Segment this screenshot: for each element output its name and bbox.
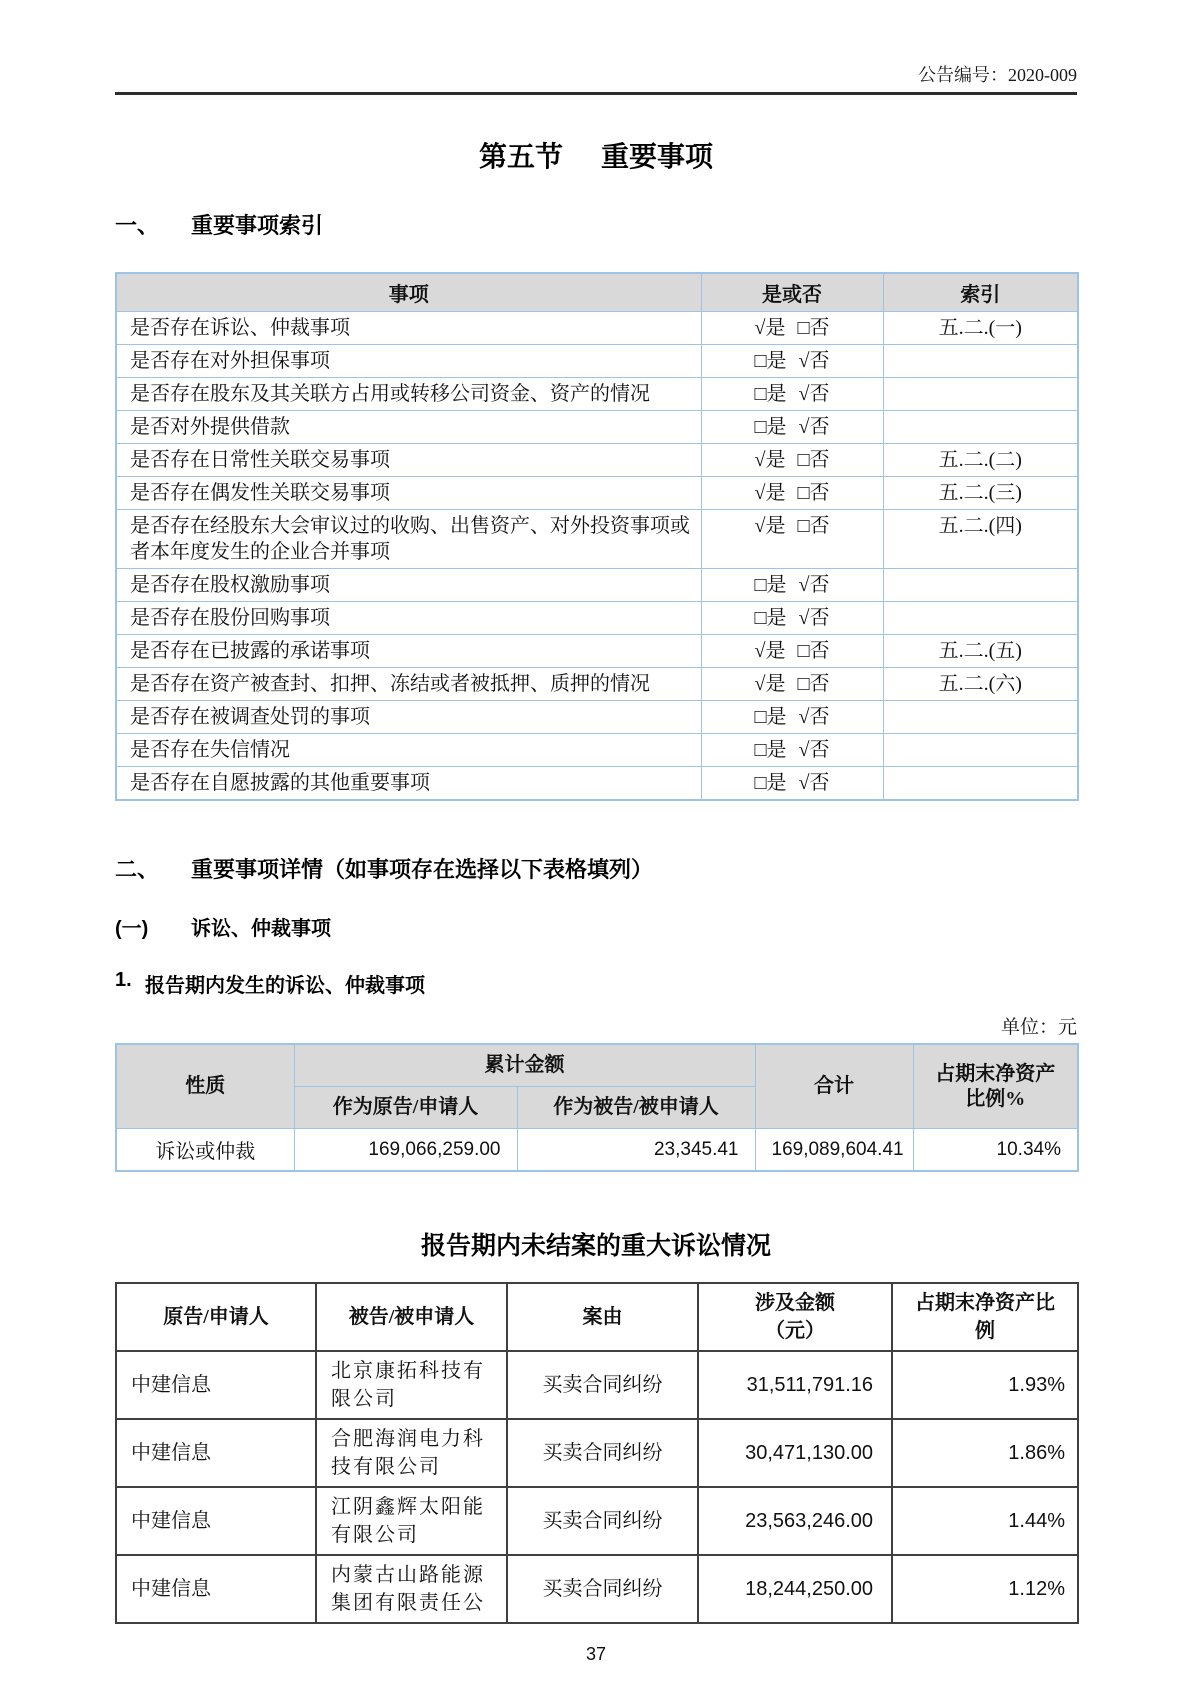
plaintiff-cell: 中建信息: [116, 1555, 316, 1623]
index-table-row: [116, 602, 1078, 635]
index-table-row: [116, 378, 1078, 411]
amount-cell: 23,563,246.00: [698, 1487, 892, 1555]
index-table-row: [116, 734, 1078, 767]
net-asset-ratio-line2: 比例%: [965, 1087, 1026, 1110]
matter-item-cell: 是否存在股权激励事项: [116, 569, 701, 602]
column-header-index: 索引: [883, 273, 1078, 312]
amount-cell: 18,244,250.00: [698, 1555, 892, 1623]
important-matters-index-table: [115, 272, 1079, 801]
yes-no-cell: √是 □否: [701, 510, 883, 569]
matter-item-cell: 是否存在对外担保事项: [116, 345, 701, 378]
cause-cell: 买卖合同纠纷: [507, 1419, 698, 1487]
index-ref-cell: 五.二.(六): [883, 668, 1078, 701]
pending-litigation-row: [116, 1419, 1078, 1487]
nature-cell: 诉讼或仲裁: [116, 1129, 294, 1172]
index-table-row: [116, 477, 1078, 510]
pending-litigation-row: [116, 1351, 1078, 1419]
index-ref-cell: [883, 569, 1078, 602]
index-table-row: [116, 444, 1078, 477]
index-table-row: [116, 510, 1078, 569]
column-header-total: 合计: [755, 1044, 913, 1129]
period-litigation-number: 1.: [115, 969, 132, 991]
index-section-number: 一、: [115, 213, 160, 238]
column-header-cause: 案由: [507, 1283, 698, 1351]
ratio-cell: 1.86%: [892, 1419, 1078, 1487]
index-section-label: 重要事项索引: [191, 213, 324, 238]
yes-no-cell: □是 √否: [701, 378, 883, 411]
period-litigation-heading: [115, 969, 1077, 998]
index-table-row: [116, 312, 1078, 345]
yes-no-cell: □是 √否: [701, 569, 883, 602]
yes-no-cell: □是 √否: [701, 701, 883, 734]
matter-item-cell: 是否存在股份回购事项: [116, 602, 701, 635]
page-title-text: 重要事项: [601, 141, 714, 172]
detail-section-number: 二、: [115, 857, 160, 882]
pending-litigation-title: 报告期内未结案的重大诉讼情况: [420, 1232, 771, 1260]
matter-item-cell: 是否存在诉讼、仲裁事项: [116, 312, 701, 345]
amount-involved-line2: （元）: [765, 1320, 825, 1342]
column-header-plaintiff: 原告/申请人: [116, 1283, 316, 1351]
matter-item-cell: 是否存在已披露的承诺事项: [116, 635, 701, 668]
matter-item-cell: 是否存在股东及其关联方占用或转移公司资金、资产的情况: [116, 378, 701, 411]
page-title: [115, 135, 1077, 175]
index-table-row: [116, 767, 1078, 801]
defendant-cell: 北京康拓科技有限公司: [316, 1351, 507, 1419]
pending-litigation-table: [115, 1282, 1079, 1624]
index-ref-cell: [883, 767, 1078, 801]
index-ref-cell: 五.二.(二): [883, 444, 1078, 477]
yes-no-cell: √是 □否: [701, 312, 883, 345]
index-ref-cell: [883, 411, 1078, 444]
matter-item-cell: 是否对外提供借款: [116, 411, 701, 444]
index-ref-cell: [883, 602, 1078, 635]
yes-no-cell: √是 □否: [701, 635, 883, 668]
index-ref-cell: [883, 701, 1078, 734]
matter-item-cell: 是否存在偶发性关联交易事项: [116, 477, 701, 510]
index-table-row: [116, 569, 1078, 602]
matter-item-cell: 是否存在经股东大会审议过的收购、出售资产、对外投资事项或者本年度发生的企业合并事项: [116, 510, 701, 569]
plaintiff-cell: 中建信息: [116, 1487, 316, 1555]
pending-ratio-line1: 占期末净资产比: [915, 1292, 1055, 1314]
litigation-subsection-label: 诉讼、仲裁事项: [191, 918, 331, 940]
summary-header-row-1: [116, 1044, 1078, 1087]
pending-ratio-line2: 例: [975, 1320, 995, 1342]
column-header-pending-ratio: [892, 1283, 1078, 1351]
cause-cell: 买卖合同纠纷: [507, 1351, 698, 1419]
index-section-heading: [115, 209, 1077, 240]
matter-item-cell: 是否存在日常性关联交易事项: [116, 444, 701, 477]
index-ref-cell: 五.二.(四): [883, 510, 1078, 569]
column-header-cumulative-amount: 累计金额: [294, 1044, 755, 1087]
index-table-row: [116, 701, 1078, 734]
plaintiff-cell: 中建信息: [116, 1419, 316, 1487]
cause-cell: 买卖合同纠纷: [507, 1555, 698, 1623]
yes-no-cell: √是 □否: [701, 668, 883, 701]
detail-section-heading: [115, 853, 1077, 884]
column-header-nature: 性质: [116, 1044, 294, 1129]
matter-item-cell: 是否存在失信情况: [116, 734, 701, 767]
column-header-matter: 事项: [116, 273, 701, 312]
amount-involved-line1: 涉及金额: [755, 1292, 835, 1314]
pending-litigation-row: [116, 1487, 1078, 1555]
as-plaintiff-amount-cell: 169,066,259.00: [294, 1129, 517, 1172]
header-rule: [115, 92, 1077, 95]
column-header-as-plaintiff: 作为原告/申请人: [294, 1087, 517, 1129]
defendant-cell: 江阴鑫辉太阳能有限公司: [316, 1487, 507, 1555]
litigation-subsection-number: (一): [115, 918, 149, 940]
column-header-as-defendant: 作为被告/被申请人: [517, 1087, 755, 1129]
index-ref-cell: [883, 378, 1078, 411]
ratio-cell: 1.44%: [892, 1487, 1078, 1555]
amount-cell: 30,471,130.00: [698, 1419, 892, 1487]
litigation-subsection-heading: [115, 912, 1077, 941]
defendant-cell: 内蒙古山路能源集团有限责任公: [316, 1555, 507, 1623]
index-ref-cell: 五.二.(五): [883, 635, 1078, 668]
index-table-row: [116, 635, 1078, 668]
yes-no-cell: □是 √否: [701, 767, 883, 801]
yes-no-cell: □是 √否: [701, 602, 883, 635]
matter-item-cell: 是否存在资产被查封、扣押、冻结或者被抵押、质押的情况: [116, 668, 701, 701]
total-amount-cell: 169,089,604.41: [755, 1129, 913, 1172]
index-ref-cell: 五.二.(一): [883, 312, 1078, 345]
ratio-cell: 10.34%: [913, 1129, 1078, 1172]
pending-litigation-row: [116, 1555, 1078, 1623]
plaintiff-cell: 中建信息: [116, 1351, 316, 1419]
ratio-cell: 1.12%: [892, 1555, 1078, 1623]
page-number: 37: [585, 1644, 607, 1664]
index-table-row: [116, 345, 1078, 378]
cause-cell: 买卖合同纠纷: [507, 1487, 698, 1555]
yes-no-cell: □是 √否: [701, 411, 883, 444]
index-ref-cell: 五.二.(三): [883, 477, 1078, 510]
matter-item-cell: 是否存在自愿披露的其他重要事项: [116, 767, 701, 801]
index-table-row: [116, 668, 1078, 701]
announcement-number: 公告编号：2020-009: [918, 65, 1077, 85]
index-table-header-row: [116, 273, 1078, 312]
yes-no-cell: □是 √否: [701, 734, 883, 767]
matter-item-cell: 是否存在被调查处罚的事项: [116, 701, 701, 734]
summary-data-row: [116, 1129, 1078, 1172]
yes-no-cell: √是 □否: [701, 444, 883, 477]
unit-label: 单位：元: [1000, 1017, 1077, 1038]
as-defendant-amount-cell: 23,345.41: [517, 1129, 755, 1172]
index-ref-cell: [883, 345, 1078, 378]
pending-table-header-row: [116, 1283, 1078, 1351]
defendant-cell: 合肥海润电力科技有限公司: [316, 1419, 507, 1487]
yes-no-cell: □是 √否: [701, 345, 883, 378]
page-title-chapter: 第五节: [478, 141, 563, 172]
litigation-summary-table: [115, 1043, 1079, 1172]
period-litigation-label: 报告期内发生的诉讼、仲裁事项: [145, 975, 425, 997]
column-header-amount-involved: [698, 1283, 892, 1351]
column-header-defendant: 被告/被申请人: [316, 1283, 507, 1351]
net-asset-ratio-line1: 占期末净资产: [935, 1062, 1056, 1085]
column-header-yes-or-no: 是或否: [701, 273, 883, 312]
detail-section-label: 重要事项详情（如事项存在选择以下表格填列）: [191, 857, 654, 882]
column-header-net-asset-ratio: [913, 1044, 1078, 1129]
index-table-row: [116, 411, 1078, 444]
yes-no-cell: √是 □否: [701, 477, 883, 510]
amount-cell: 31,511,791.16: [698, 1351, 892, 1419]
ratio-cell: 1.93%: [892, 1351, 1078, 1419]
index-ref-cell: [883, 734, 1078, 767]
